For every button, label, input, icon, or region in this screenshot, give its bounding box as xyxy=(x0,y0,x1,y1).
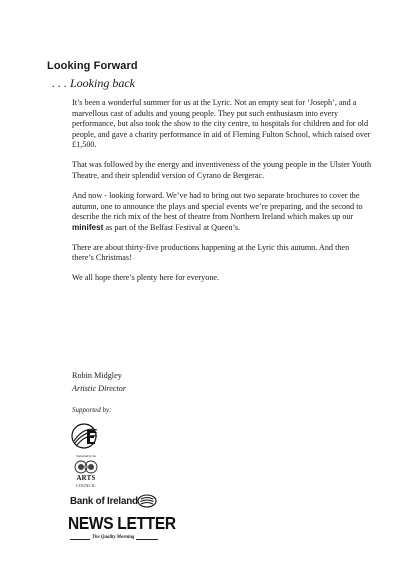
arts-council-supported-text: Supported by the xyxy=(76,455,96,458)
signature-name: Robin Midgley xyxy=(72,371,122,380)
paragraph-4: There are about thirty-five productions happening at the Lyric this autumn. And then there’s Christmas! xyxy=(72,242,350,263)
paragraph-3 xyxy=(72,191,372,233)
paragraph-3-text-b: as part of the Belfast Festival at Queen’s. xyxy=(103,222,241,232)
minifest-highlight: minifest xyxy=(72,222,104,232)
news-letter-name: NEWS LETTER xyxy=(68,514,176,534)
paragraph-2: That was followed by the energy and inventiveness of the young people in the Ulster Youth Theatre, and their splendid version of Cyrano de Bergerac. xyxy=(72,160,372,180)
page-subtitle: . . . Looking back xyxy=(52,76,135,90)
page-title: Looking Forward xyxy=(47,60,138,72)
news-letter-rule-left xyxy=(70,539,90,540)
bank-of-ireland-emblem-icon xyxy=(137,494,157,508)
signature-role: Artistic Director xyxy=(72,384,127,393)
arts-council-name: ARTS xyxy=(76,475,96,482)
news-letter-rule-right xyxy=(136,539,158,540)
news-letter-tagline: The Quality Morning xyxy=(92,535,135,540)
paragraph-5: We all hope there’s plenty here for everyone. xyxy=(72,273,220,283)
supported-by-label: Supported by: xyxy=(72,406,112,414)
paragraph-3-text-a: And now - looking forward. We’ve had to bring out two separate brochures to cover the autumn, one to announce the plays and special events we’re preparing, and the second to describe the rich mix of the best of theatre from Northern Ireland which makes up our xyxy=(72,190,363,222)
article-body xyxy=(72,98,372,293)
arts-council-logo xyxy=(70,455,102,491)
paragraph-1: It’s been a wonderful summer for us at the Lyric. Not an empty seat for ‘Joseph’, and a marvellous cast of adults and young people. They put such enthusiasm into every performance, but also took the show to the city centre, to hospitals for children and for old people, and gave a charity performance in aid of Fleming Fulton School, which raised over £1,500. xyxy=(72,98,371,150)
bank-of-ireland-name: Bank of Ireland xyxy=(70,496,138,507)
lyric-theatre-emblem-icon xyxy=(70,422,100,450)
arts-council-subname: COUNCIL xyxy=(75,483,96,488)
arts-council-emblem-icon xyxy=(73,460,99,474)
